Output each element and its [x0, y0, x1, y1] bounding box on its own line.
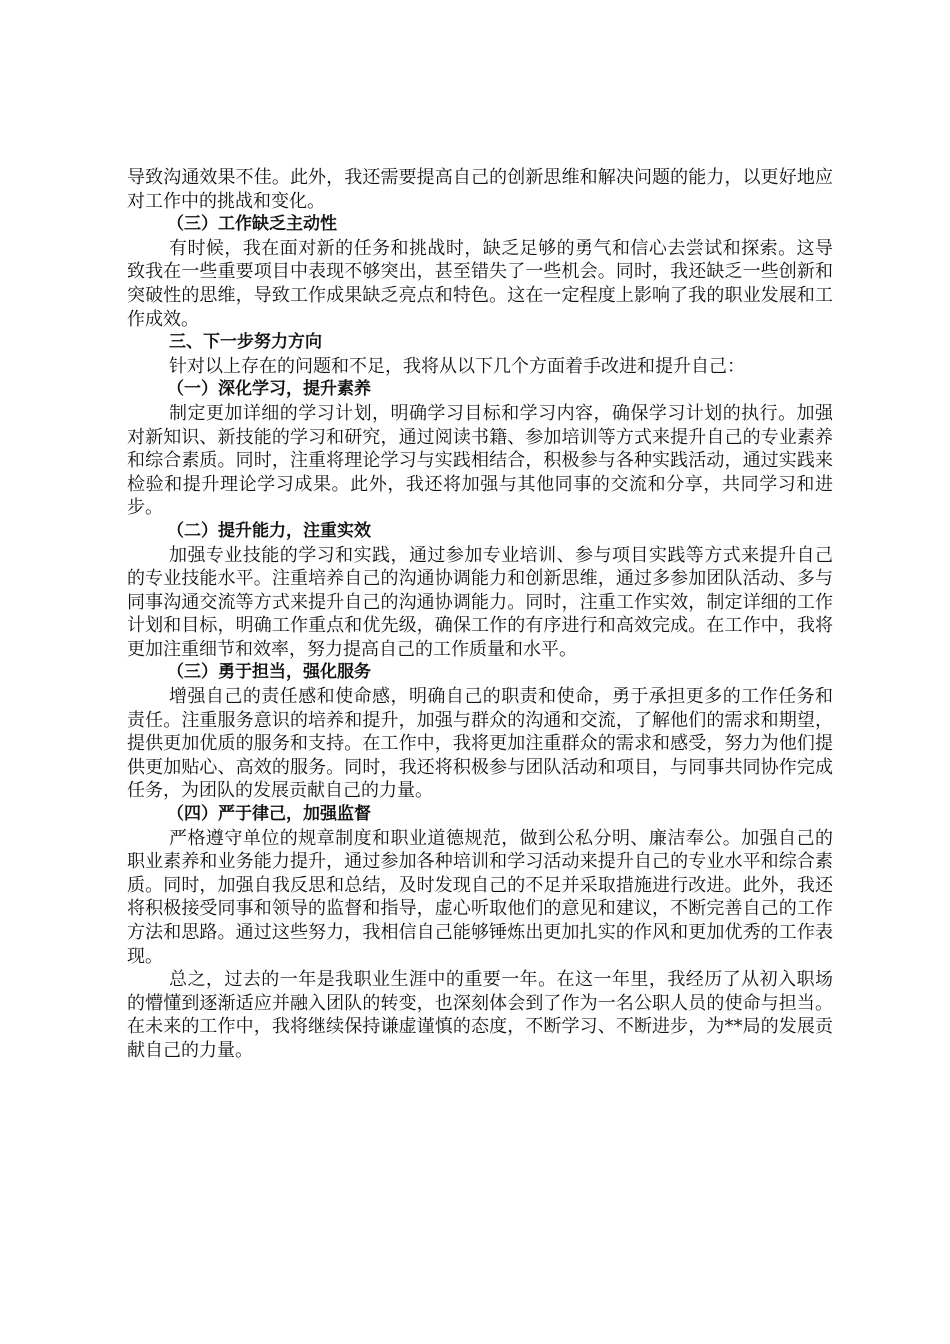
paragraph: 导致沟通效果不佳。此外，我还需要提高自己的创新思维和解决问题的能力，以更好地应对工作中的挑战和变化。 — [127, 167, 833, 212]
paragraph: 有时候，我在面对新的任务和挑战时，缺乏足够的勇气和信心去尝试和探索。这导致我在一些重要项目中表现不够突出，甚至错失了一些机会。同时，我还缺乏一些创新和突破性的思维，导致工作成果缺乏亮点和特色。这在一定程度上影响了我的职业发展和工作成效。 — [127, 237, 833, 330]
section-heading-4-discipline: （四）严于律己，加强监督 — [167, 804, 371, 825]
section-heading-1-study: （一）深化学习，提升素养 — [167, 379, 371, 400]
paragraph: 加强专业技能的学习和实践，通过参加专业培训、参与项目实践等方式来提升自己的专业技能水平。注重培养自己的沟通协调能力和创新思维，通过多参加团队活动、多与同事沟通交流等方式来提升自己的沟通协调能力。同时，注重工作实效，制定详细的工作计划和目标，明确工作重点和优先级，确保工作的有序进行和高效完成。在工作中，我将更加注重细节和效率，努力提高自己的工作质量和水平。 — [127, 544, 833, 660]
paragraph: 增强自己的责任感和使命感，明确自己的职责和使命，勇于承担更多的工作任务和责任。注重服务意识的培养和提升，加强与群众的沟通和交流，了解他们的需求和期望，提供更加优质的服务和支持。在工作中，我将更加注重群众的需求和感受，努力为他们提供更加贴心、高效的服务。同时，我还将积极参与团队活动和项目，与同事共同协作完成任务，为团队的发展贡献自己的力量。 — [127, 686, 833, 802]
document-body — [127, 166, 833, 1063]
section-heading-2-ability: （二）提升能力，注重实效 — [167, 520, 371, 541]
section-heading-3-service: （三）勇于担当，强化服务 — [167, 662, 371, 683]
paragraph: 针对以上存在的问题和不足，我将从以下几个方面着手改进和提升自己： — [169, 355, 745, 377]
closing-paragraph: 总之，过去的一年是我职业生涯中的重要一年。在这一年里，我经历了从初入职场的懵懂到逐渐适应并融入团队的转变，也深刻体会到了作为一名公职人员的使命与担当。在未来的工作中，我将继续保持谦虚谨慎的态度，不断学习、不断进步，为**局的发展贡献自己的力量。 — [127, 969, 833, 1061]
paragraph: 制定更加详细的学习计划，明确学习目标和学习内容，确保学习计划的执行。加强对新知识、新技能的学习和研究，通过阅读书籍、参加培训等方式来提升自己的专业素养和综合素质。同时，注重将理论学习与实践相结合，积极参与各种实践活动，通过实践来检验和提升理论学习成果。此外，我还将加强与其他同事的交流和分享，共同学习和进步。 — [127, 402, 833, 519]
paragraph: 严格遵守单位的规章制度和职业道德规范，做到公私分明、廉洁奉公。加强自己的职业素养和业务能力提升，通过参加各种培训和学习活动来提升自己的专业水平和综合素质。同时，加强自我反思和总结，及时发现自己的不足并采取措施进行改进。此外，我还将积极接受同事和领导的监督和指导，虚心听取他们的意见和建议，不断完善自己的工作方法和思路。通过这些努力，我相信自己能够锤炼出更加扎实的作风和更加优秀的工作表现。 — [127, 827, 833, 967]
section-heading-3-no-initiative: （三）工作缺乏主动性 — [167, 214, 337, 235]
chapter-heading-next-steps: 三、下一步努力方向 — [169, 332, 322, 353]
